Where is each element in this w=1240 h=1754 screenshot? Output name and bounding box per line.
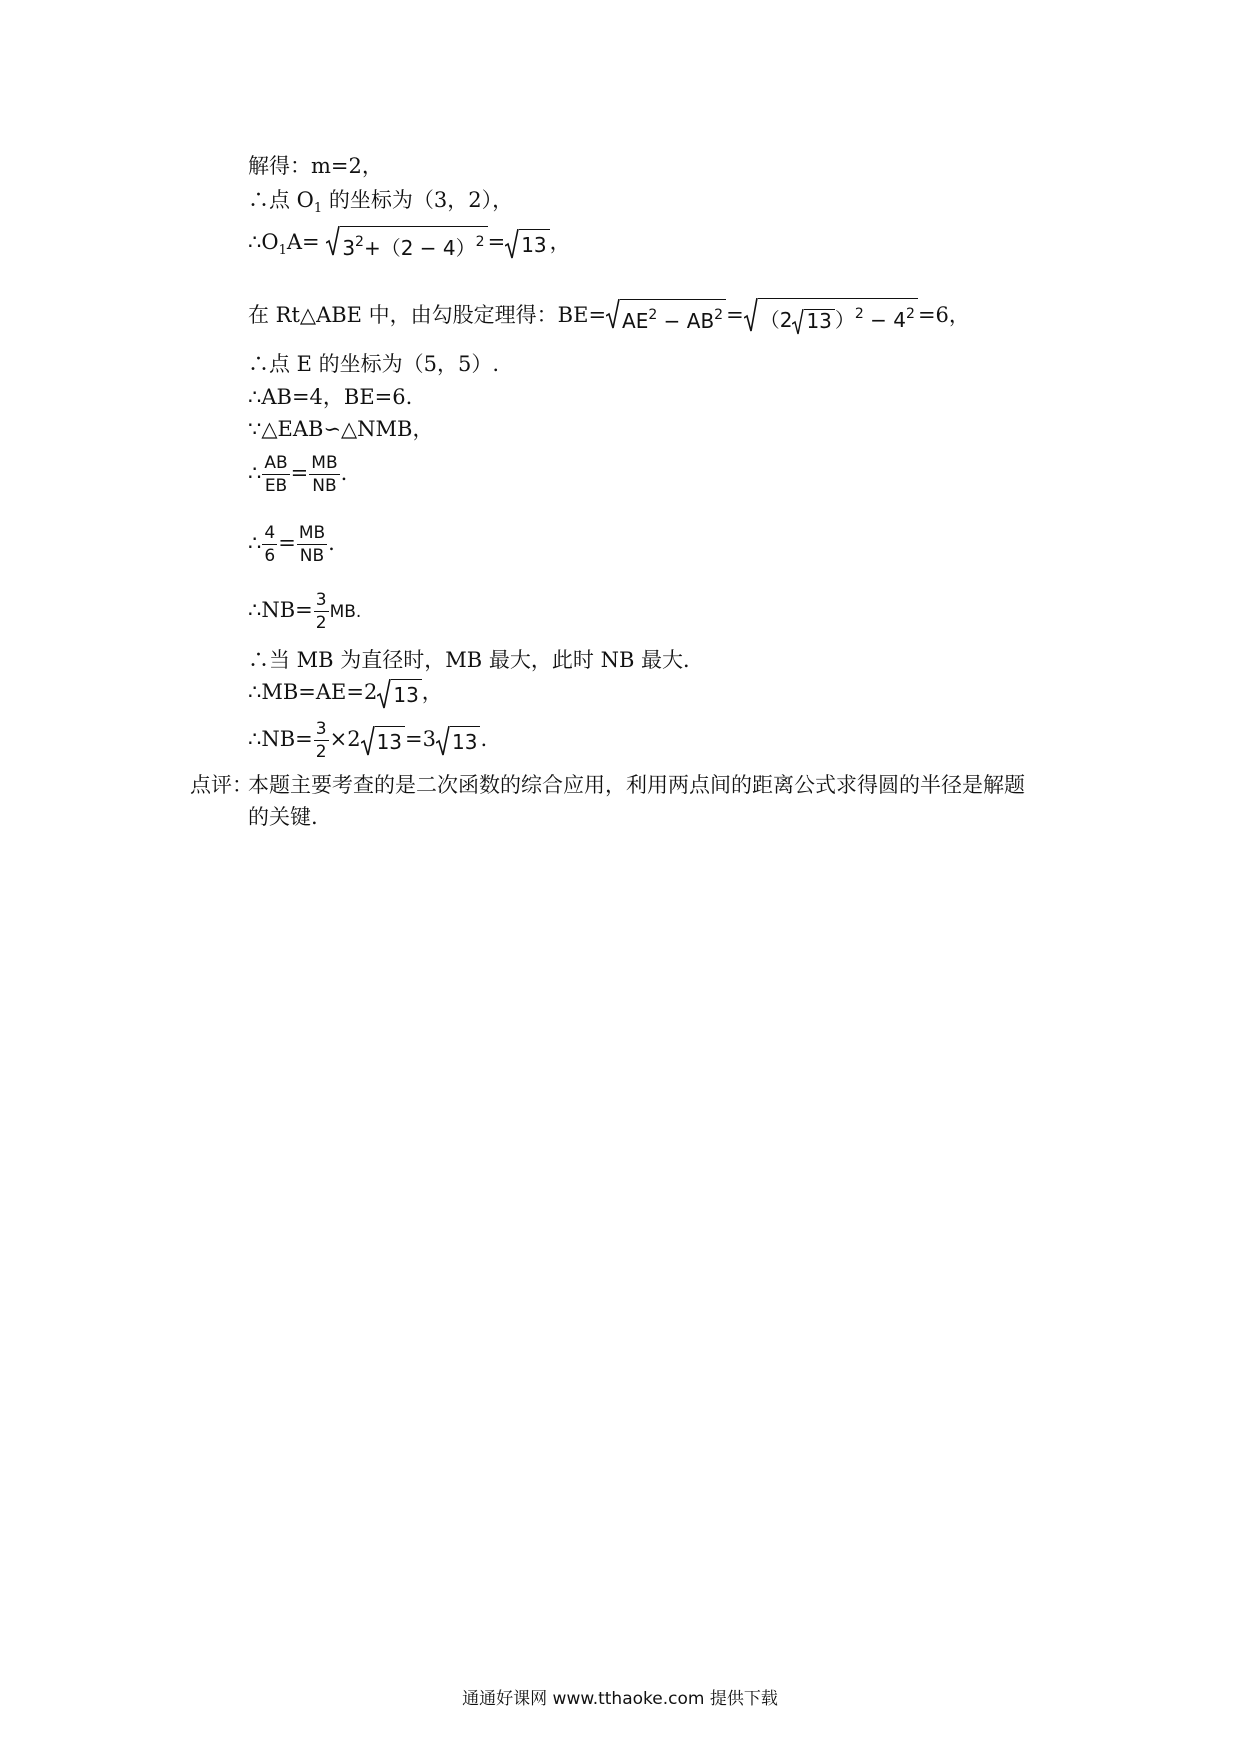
numerator: 3 [315, 719, 327, 739]
text: . [480, 727, 488, 751]
solution-line-5 [248, 350, 499, 378]
solution-line-4 [248, 298, 970, 335]
fraction [314, 589, 329, 634]
solution-line-1 [248, 152, 383, 180]
sqrt-expression [606, 299, 726, 334]
solution-line-10 [248, 589, 361, 634]
text: 的坐标为（3，2）， [322, 188, 514, 212]
solution-line-7 [248, 415, 434, 443]
text: ∴当 MB 为直径时，MB 最大，此时 NB 最大． [248, 648, 705, 672]
superscript: 2 [475, 234, 485, 250]
text: AE [622, 308, 649, 333]
text: ∴点 O [248, 188, 314, 212]
radicand: 13 [375, 726, 405, 756]
text: ∴AB=4，BE=6. [248, 385, 413, 409]
text: A= [286, 230, 320, 254]
superscript: 2 [714, 306, 724, 323]
commentary-text-line-1: 本题主要考查的是二次函数的综合应用，利用两点间的距离公式求得圆的半径是解题 [248, 773, 1025, 797]
sqrt-expression [792, 309, 834, 335]
subscript: 1 [313, 201, 323, 216]
denominator: 2 [315, 613, 327, 633]
radicand [620, 299, 726, 334]
radical-sign-icon [505, 229, 519, 259]
text: . [340, 461, 348, 485]
solution-line-9 [248, 522, 335, 567]
radical-sign-icon [377, 679, 391, 709]
numerator: MB [298, 523, 326, 543]
solution-line-13 [248, 718, 487, 763]
text: = [487, 230, 506, 254]
text: − AB [657, 308, 715, 333]
radicand: 13 [391, 679, 421, 709]
radical-sign-icon [606, 299, 620, 334]
text: ×2 [329, 727, 361, 751]
denominator: NB [312, 476, 337, 496]
text: ∴MB=AE=2 [248, 680, 378, 704]
radicand [340, 226, 487, 261]
sqrt-expression [744, 298, 918, 335]
text: ， [549, 230, 571, 254]
solution-line-12 [248, 678, 443, 709]
numerator: 4 [264, 523, 276, 543]
text: =3 [405, 727, 436, 751]
superscript: 2 [854, 306, 864, 322]
commentary-text-line-2: 的关键. [248, 805, 318, 829]
radicand: 13 [804, 309, 834, 335]
radical-sign-icon [326, 226, 340, 261]
text: ∴NB= [248, 727, 313, 751]
commentary-label: 点评： [190, 773, 253, 797]
radicand [758, 298, 918, 335]
radical-sign-icon [361, 726, 375, 756]
denominator: EB [264, 476, 288, 496]
fraction [262, 522, 277, 567]
text: = [278, 531, 296, 555]
sqrt-expression [361, 726, 405, 756]
radical-sign-icon [436, 726, 450, 756]
text: 在 Rt△ABE 中，由勾股定理得：BE= [248, 302, 607, 327]
numerator: AB [264, 453, 288, 473]
text: ） [834, 308, 855, 332]
text: =6， [917, 302, 970, 327]
text: 3 [342, 236, 356, 260]
text: = [726, 302, 744, 327]
text: ∴ [248, 531, 262, 555]
numerator: 3 [315, 590, 327, 610]
radicand: 13 [519, 229, 549, 259]
text: . [328, 531, 335, 555]
solution-line-11 [248, 646, 704, 674]
fraction [314, 718, 329, 763]
radical-sign-icon [744, 298, 758, 335]
solution-line-6 [248, 383, 412, 411]
text: ∴O [248, 230, 279, 254]
superscript: 2 [906, 306, 915, 322]
text: = [290, 461, 309, 485]
radicand: 13 [450, 726, 480, 756]
text: ∴点 E 的坐标为（5，5）. [248, 352, 500, 376]
text: （2 [759, 308, 793, 332]
denominator: 2 [315, 742, 327, 762]
fraction [297, 522, 327, 567]
subscript: 1 [278, 243, 287, 258]
text: ， [421, 680, 443, 704]
text: ∴NB= [248, 598, 313, 622]
fraction [309, 452, 339, 497]
superscript: 2 [648, 306, 658, 323]
superscript: 2 [355, 234, 364, 250]
text: ∴ [248, 461, 262, 485]
sqrt-expression [505, 229, 549, 259]
radical-sign-icon [792, 309, 804, 335]
sqrt-expression [377, 679, 421, 709]
text: 解得：m=2， [248, 154, 383, 178]
page-footer: 通通好课网 www.tthaoke.com 提供下载 [462, 1689, 778, 1709]
text: MB. [329, 602, 362, 622]
numerator: MB [311, 453, 338, 473]
sqrt-expression [326, 226, 487, 261]
text: ∵△EAB∽△NMB， [248, 417, 434, 441]
denominator: 6 [264, 546, 276, 566]
sqrt-expression [436, 726, 480, 756]
text: − 4 [863, 308, 907, 332]
text: +（2 − 4） [363, 236, 476, 260]
solution-line-2 [248, 186, 513, 223]
fraction [262, 452, 289, 497]
denominator: NB [299, 546, 325, 566]
solution-line-8 [248, 452, 347, 497]
solution-line-3 [248, 226, 571, 265]
